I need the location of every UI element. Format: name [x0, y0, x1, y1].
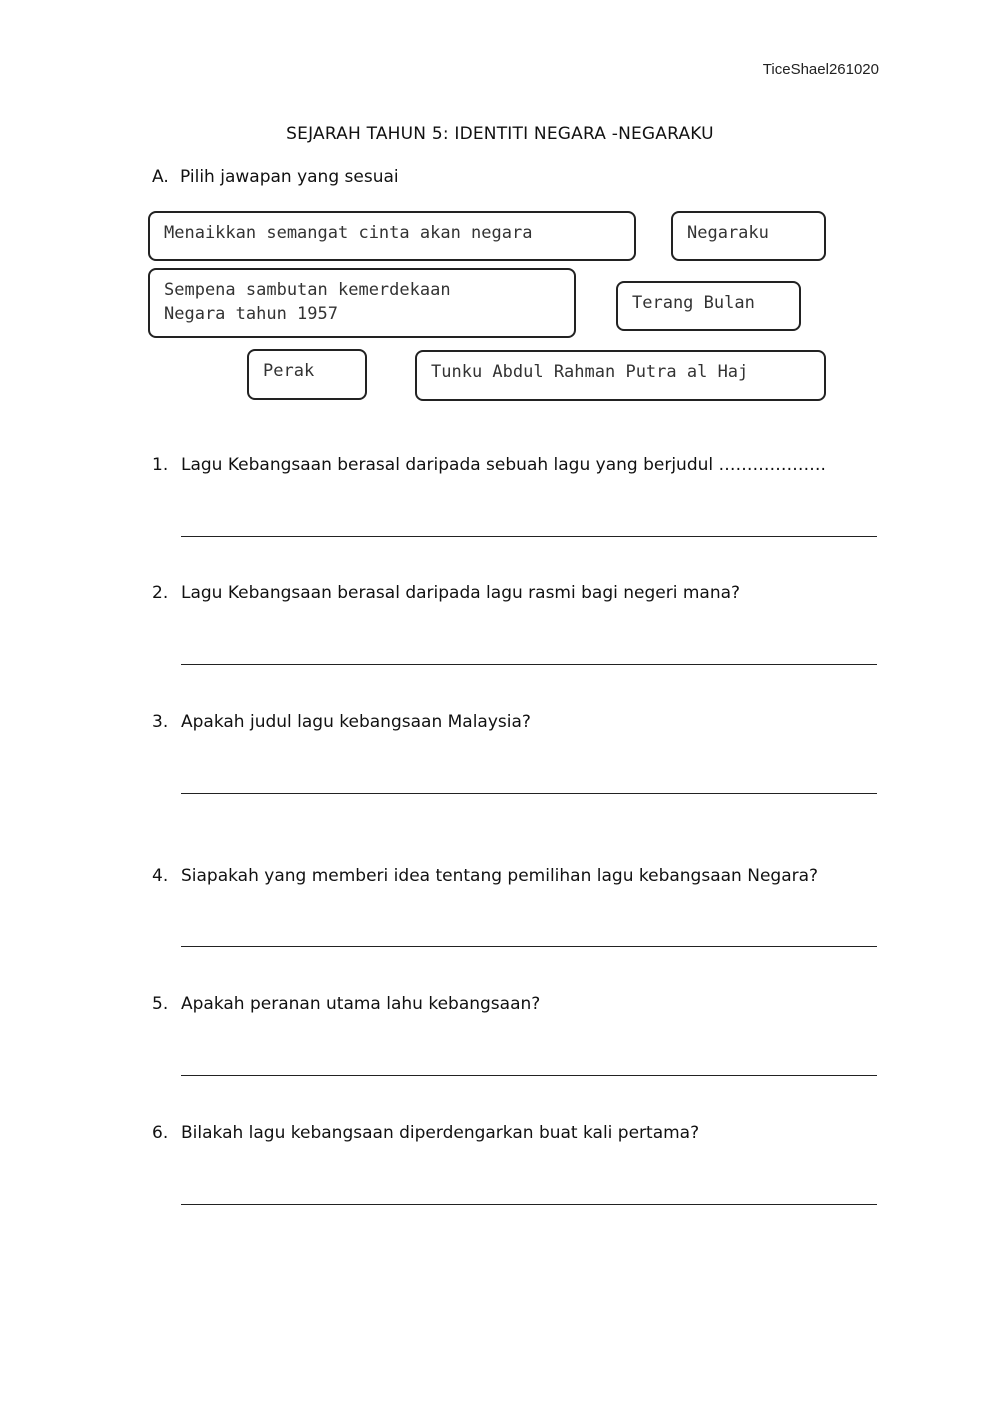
question-number: 3. [152, 712, 169, 732]
answer-line-5[interactable] [181, 1075, 877, 1076]
question-number: 2. [152, 583, 169, 603]
answer-line-6[interactable] [181, 1204, 877, 1205]
answer-box-tunku[interactable]: Tunku Abdul Rahman Putra al Haj [415, 350, 826, 401]
question-3 [152, 712, 531, 732]
question-6 [152, 1123, 699, 1143]
worksheet-code: TiceShael261020 [762, 61, 879, 78]
answer-line-4[interactable] [181, 946, 877, 947]
section-letter: A. [152, 167, 169, 187]
answer-box-sempena[interactable]: Sempena sambutan kemerdekaan Negara tahun 1957 [148, 268, 576, 338]
question-number: 5. [152, 994, 169, 1014]
question-text: Lagu Kebangsaan berasal daripada lagu rasmi bagi negeri mana? [181, 583, 741, 603]
question-1 [152, 455, 826, 475]
question-text: Apakah peranan utama lahu kebangsaan? [181, 994, 541, 1014]
question-5 [152, 994, 540, 1014]
question-number: 4. [152, 866, 169, 886]
answer-box-semangat[interactable]: Menaikkan semangat cinta akan negara [148, 211, 636, 261]
answer-box-perak[interactable]: Perak [247, 349, 367, 400]
question-number: 1. [152, 455, 169, 475]
question-text: Siapakah yang memberi idea tentang pemilihan lagu kebangsaan Negara? [181, 866, 819, 886]
question-text: Lagu Kebangsaan berasal daripada sebuah lagu yang berjudul ………………. [181, 455, 826, 475]
question-4 [152, 866, 818, 886]
answer-box-terang-bulan[interactable]: Terang Bulan [616, 281, 801, 331]
answer-line-3[interactable] [181, 793, 877, 794]
question-text: Bilakah lagu kebangsaan diperdengarkan buat kali pertama? [181, 1123, 700, 1143]
page-title: SEJARAH TAHUN 5: IDENTITI NEGARA -NEGARAKU [286, 124, 714, 144]
section-instruction-text: Pilih jawapan yang sesuai [180, 167, 399, 187]
question-text: Apakah judul lagu kebangsaan Malaysia? [181, 712, 531, 732]
answer-box-negaraku[interactable]: Negaraku [671, 211, 826, 261]
question-number: 6. [152, 1123, 169, 1143]
answer-line-1[interactable] [181, 536, 877, 537]
question-2 [152, 583, 740, 603]
answer-line-2[interactable] [181, 664, 877, 665]
section-instruction [152, 167, 399, 187]
